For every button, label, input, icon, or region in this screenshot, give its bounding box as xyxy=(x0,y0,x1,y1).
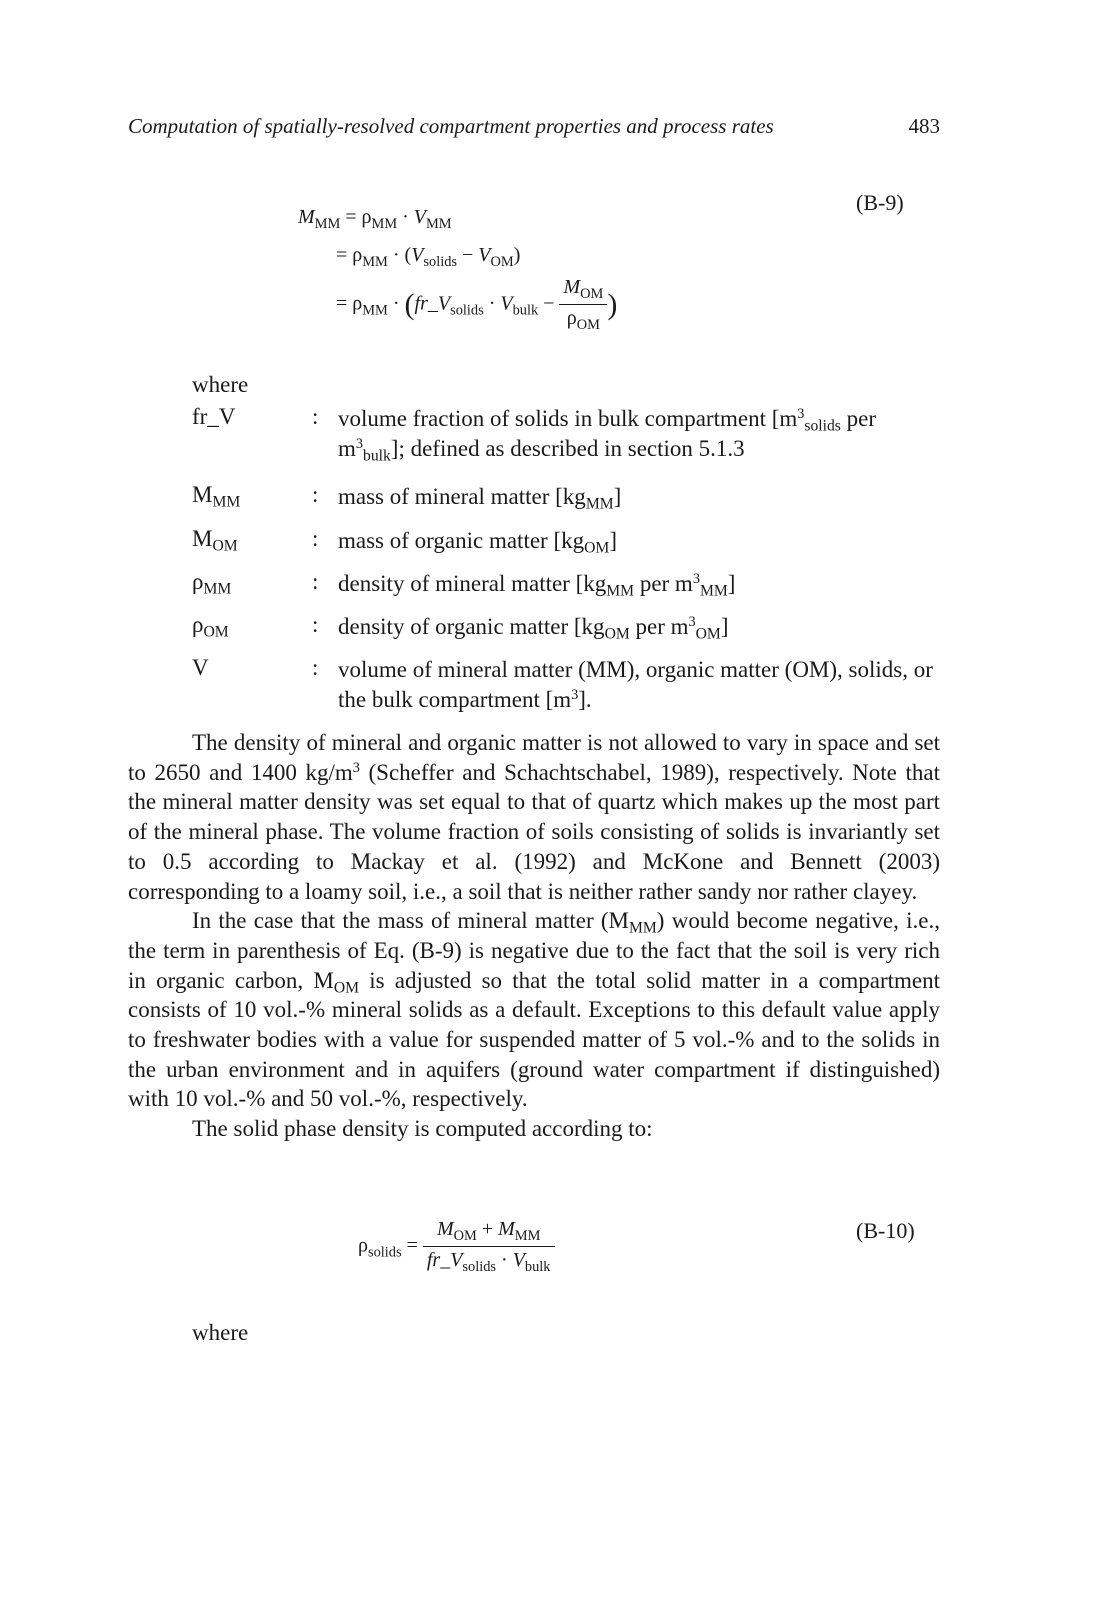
equation-b9-line-1: $M_{MM} = \rho_{MM} \cdot V_{MM}$ xyxy=(298,206,452,233)
definition-symbol: $\rho_{OM}$ xyxy=(192,612,229,641)
definition-colon: : xyxy=(312,655,319,680)
equation-b9-line-3: = $\rho_{MM}$ · ($fr\_V_{solids} \cdot V_{bulk}$ − $\frac{M_{OM}}{\rho_{OM}}$ ) xyxy=(336,276,618,333)
definition-symbol: $M_{OM}$ xyxy=(192,526,238,555)
where-label-2: where xyxy=(192,1320,249,1345)
equation-label-b10: (B-10) xyxy=(856,1218,915,1243)
fraction-solids-density: $\frac{M_{OM} + M_{MM}}{fr\_V_{solids} \cdot V_{bulk}}$ xyxy=(423,1218,555,1276)
paragraph: In the case that the mass of mineral matter $(M_{MM})$ would become negative, i.e., the term in parenthesis of Eq. (B-9) is negative due to the fact that the soil is very rich in organic carbon, $M_{OM}$ is adjusted so that the total solid matter in a compartment consists of 10 vol.-% mineral solids as a default. Exceptions to this default value apply to freshwater bodies with a value for suspended matter of 5 vol.-% and to the solids in the urban environment and in aquifers (ground water compartment if distinguished) with 10 vol.-% and 50 vol.-%, respectively. xyxy=(128,908,941,1112)
running-head xyxy=(128,114,940,146)
definition-symbol: $M_{MM}$ xyxy=(192,482,241,511)
equation-b9-line-2: = $\rho_{MM} \cdot (V_{solids} - V_{OM})$ xyxy=(336,244,521,271)
definition-colon: : xyxy=(312,526,319,551)
definition-text: density of organic matter [$kg_{OM}$ per $m^3_{OM}$] xyxy=(338,614,729,643)
equation-label-b9: (B-9) xyxy=(856,190,904,215)
equation-b10-body: $\rho_{solids}$ = $\frac{M_{OM} + M_{MM}}{fr\_V_{solids} \cdot V_{bulk}}$ xyxy=(358,1218,555,1276)
where-label: where xyxy=(192,372,249,397)
paragraph: The density of mineral and organic matter is not allowed to vary in space and set to 2650 and 1400 $kg/m^3$ (Scheffer and Schachtschabel, 1989), respectively. Note that the mineral matter density was set equal to that of quartz which makes up the most part of the mineral phase. The volume fraction of soils consisting of solids is invariantly set to 0.5 according to Mackay et al. (1992) and McKone and Bennett (2003) corresponding to a loamy soil, i.e., a soil that is neither rather sandy nor rather clayey. xyxy=(128,730,940,904)
definition-text: density of mineral matter [$kg_{MM}$ per $m^3_{MM}$] xyxy=(338,571,736,600)
definition-symbol: fr_V xyxy=(192,404,236,429)
body-text xyxy=(128,728,940,1144)
paragraph: The solid phase density is computed according to: xyxy=(192,1116,653,1142)
definition-symbol: V xyxy=(192,655,209,680)
running-title: Computation of spatially-resolved compartment properties and process rates xyxy=(128,114,774,138)
definition-text: volume fraction of solids in bulk compartment [$m^3_{solids}$ per $m^3_{bulk}$]; defined as described in section 5.1.3 xyxy=(338,406,876,465)
definition-text: mass of organic matter $[kg_{OM}]$ xyxy=(338,528,617,557)
definition-symbol: $\rho_{MM}$ xyxy=(192,569,232,598)
definition-colon: : xyxy=(312,612,319,637)
definition-text: volume of mineral matter (MM), organic matter (OM), solids, or the bulk compartment $[m^3]$. xyxy=(338,657,933,712)
definition-text: mass of mineral matter $[kg_{MM}]$ xyxy=(338,484,622,513)
page-number: 483 xyxy=(908,114,940,138)
fraction-mom-over-rhoom: $\frac{M_{OM}}{\rho_{OM}}$ xyxy=(559,276,607,334)
definition-colon: : xyxy=(312,404,319,429)
definition-colon: : xyxy=(312,482,319,507)
definition-colon: : xyxy=(312,569,319,594)
